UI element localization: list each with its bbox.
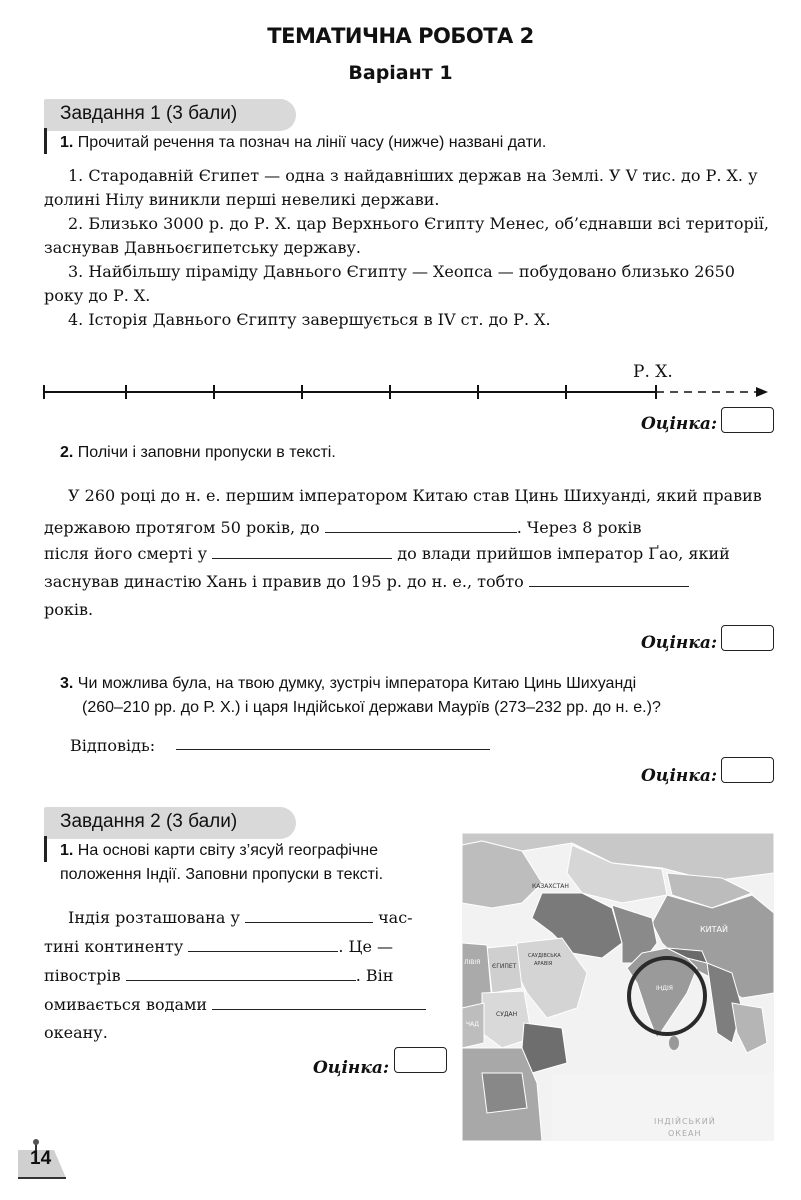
score-label: Оцінка:: [641, 766, 718, 786]
text-part: . Через 8 років: [516, 518, 642, 537]
timeline: [40, 380, 770, 404]
map-label-egypt: ЄГИПЕТ: [492, 963, 517, 970]
text-part: тині континенту: [44, 937, 184, 956]
sentence-2: 2. Близько 3000 р. до Р. Х. цар Верхнього Єгипту Менес, об’єднавши всі території, заснував Давньоєгипетську державу.: [44, 214, 770, 257]
map-label-ocean: ОКЕАН: [668, 1129, 702, 1138]
score-box[interactable]: [721, 757, 774, 783]
task-1-1-instruction: [60, 131, 780, 155]
section-1-bar: [44, 128, 47, 154]
world-map: [462, 833, 774, 1141]
text-part: час-: [378, 908, 413, 927]
task-number: 2.: [60, 444, 74, 461]
task-1-3-question: [60, 672, 780, 696]
map-label-indian-ocean: ІНДІЙСЬКИЙ: [654, 1117, 716, 1126]
task-number: 1.: [60, 134, 74, 151]
score-label: Оцінка:: [313, 1058, 390, 1078]
india-line-3: [44, 963, 393, 988]
answer-line[interactable]: [176, 732, 490, 750]
task-text: Полічи і заповни пропуски в тексті.: [77, 444, 336, 461]
score-label: Оцінка:: [641, 414, 718, 434]
score-label: Оцінка:: [641, 633, 718, 653]
answer-blank[interactable]: [188, 934, 338, 952]
text-part: після його смерті у: [44, 544, 208, 563]
section-1-header: Завдання 1 (3 бали): [44, 99, 296, 131]
map-label-chad: ЧАД: [466, 1021, 479, 1028]
text-part: до влади прийшов імператор Ґао, який: [397, 544, 730, 563]
variant-title: Варіант 1: [348, 62, 453, 84]
task-1-2-text-line4: [44, 566, 776, 598]
section-2-bar: [44, 836, 47, 862]
task-1-2-text-line5: років.: [44, 600, 94, 619]
map-label-sudan: СУДАН: [496, 1011, 518, 1018]
task-text: Прочитай речення та познач на лінії часу (нижче) названі дати.: [77, 134, 547, 151]
answer-blank[interactable]: [245, 905, 373, 923]
answer-label: Відповідь:: [70, 736, 156, 755]
map-label-saudi: САУДІВСЬКА: [528, 953, 561, 959]
page-title: ТЕМАТИЧНА РОБОТА 2: [267, 24, 534, 48]
map-label-kazakhstan: КАЗАХСТАН: [532, 883, 569, 890]
text-part: заснував династію Хань і правив до 195 р. до н. е., тобто: [44, 572, 524, 591]
india-line-1: [68, 905, 413, 930]
task-1-2-instruction: [60, 441, 780, 465]
answer-blank[interactable]: [212, 992, 426, 1010]
text-part: омивається водами: [44, 995, 208, 1014]
map-label-china: КИТАЙ: [700, 925, 729, 934]
answer-blank[interactable]: [212, 541, 392, 559]
section-2-header: Завдання 2 (3 бали): [44, 807, 296, 839]
map-label-arabia: АРАВІЯ: [534, 961, 553, 967]
task-text: Чи можлива була, на твою думку, зустріч імператора Китаю Цинь Шихуанді: [77, 675, 637, 692]
answer-blank[interactable]: [126, 963, 356, 981]
map-label-libya: ЛІВІЯ: [464, 959, 481, 966]
task-number: 1.: [60, 842, 74, 859]
text-part: півострів: [44, 966, 121, 985]
page-number: 14: [30, 1148, 52, 1169]
india-line-4: [44, 992, 426, 1017]
text-part: Індія розташована у: [68, 908, 240, 927]
task-1-3-question-line2: (260–210 рр. до Р. Х.) і царя Індійської держави Маурїв (273–232 рр. до н. е.)?: [82, 699, 661, 716]
answer-blank[interactable]: [529, 569, 689, 587]
timeline-label: Р. Х.: [633, 362, 673, 382]
text-part: . Він: [355, 966, 394, 985]
text-part: . Це —: [338, 937, 394, 956]
sentence-1: 1. Стародавній Єгипет — одна з найдавніших держав на Землі. У V тис. до Р. Х. у долині Нілу виникли перші невеликі держави.: [44, 166, 758, 209]
answer-blank[interactable]: [325, 515, 517, 533]
map-image: [462, 833, 774, 1141]
score-box[interactable]: [394, 1047, 447, 1073]
task-2-1-instruction: [60, 839, 460, 863]
score-box[interactable]: [721, 407, 774, 433]
task-number: 3.: [60, 675, 74, 692]
india-line-2: [44, 934, 393, 959]
score-box[interactable]: [721, 625, 774, 651]
text-part: У 260 році до н. е. першим імператором Китаю став Цинь Шихуанді, який правив державою протягом 50 років, до: [44, 486, 762, 537]
sentence-3: 3. Найбільшу піраміду Давнього Єгипту — Хеопса — побудовано близько 2650 року до Р. Х.: [44, 262, 735, 305]
map-label-india: ІНДІЯ: [656, 985, 673, 992]
india-line-5: океану.: [44, 1023, 108, 1042]
task-2-1-instruction-line2: положення Індії. Заповни пропуски в тексті.: [60, 866, 384, 883]
sentence-4: 4. Історія Давнього Єгипту завершується в IV ст. до Р. Х.: [68, 310, 551, 329]
task-1-2-text: [44, 480, 776, 544]
task-text: На основі карти світу з’ясуй географічне: [77, 842, 378, 859]
